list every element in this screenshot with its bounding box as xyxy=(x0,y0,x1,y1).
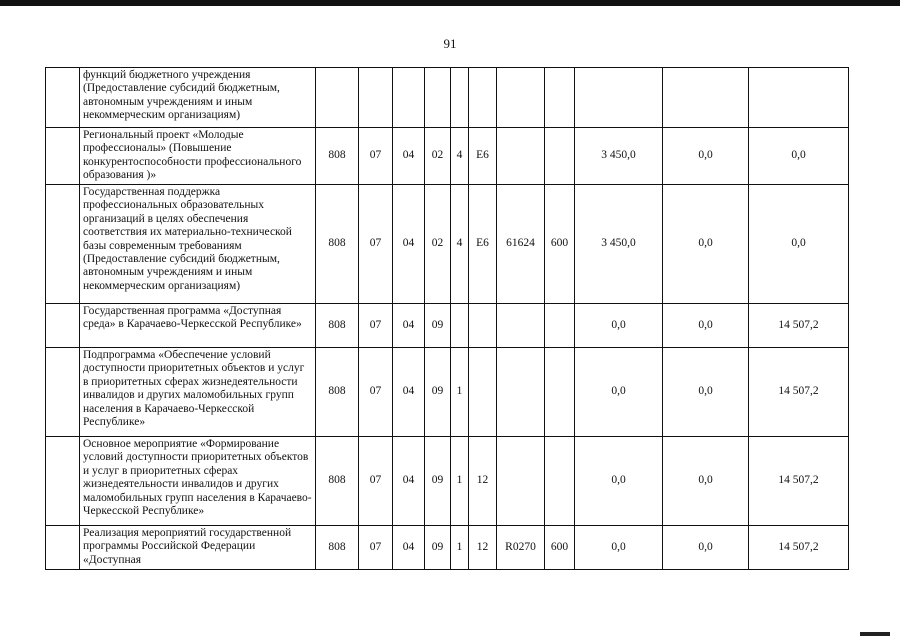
subsection-code-cell: 04 xyxy=(393,526,425,570)
row-number-cell xyxy=(46,526,80,570)
amount-year-1-cell: 0,0 xyxy=(575,304,663,348)
subsection-code-cell xyxy=(393,68,425,128)
amount-year-3-cell: 14 507,2 xyxy=(749,437,849,526)
description-cell: Реализация мероприятий государственной программы Российской Федерации «Доступная xyxy=(80,526,316,570)
section-code-cell: 07 xyxy=(359,185,393,304)
subsection-code-cell: 04 xyxy=(393,304,425,348)
subprogram-code-cell: 1 xyxy=(451,348,469,437)
subsection-code-cell: 04 xyxy=(393,128,425,185)
section-code-cell: 07 xyxy=(359,348,393,437)
subsection-code-cell: 04 xyxy=(393,185,425,304)
amount-year-3-cell: 14 507,2 xyxy=(749,304,849,348)
activity-code-cell xyxy=(469,68,497,128)
activity-code-cell: Е6 xyxy=(469,185,497,304)
section-code-cell xyxy=(359,68,393,128)
amount-year-3-cell: 0,0 xyxy=(749,128,849,185)
amount-year-3-cell: 14 507,2 xyxy=(749,526,849,570)
amount-year-1-cell: 3 450,0 xyxy=(575,185,663,304)
amount-year-1-cell: 0,0 xyxy=(575,437,663,526)
department-code-cell: 808 xyxy=(316,348,359,437)
table-row xyxy=(46,526,849,570)
page-top-border xyxy=(0,0,900,6)
subsection-code-cell: 04 xyxy=(393,348,425,437)
expense-type-cell xyxy=(545,128,575,185)
page-number: 91 xyxy=(443,36,457,51)
row-number-cell xyxy=(46,348,80,437)
amount-year-1-cell: 0,0 xyxy=(575,348,663,437)
expense-direction-cell xyxy=(497,437,545,526)
program-code-cell: 02 xyxy=(425,128,451,185)
row-number-cell xyxy=(46,128,80,185)
table-row xyxy=(46,68,849,128)
expense-direction-cell xyxy=(497,128,545,185)
amount-year-3-cell xyxy=(749,68,849,128)
amount-year-2-cell: 0,0 xyxy=(663,128,749,185)
subprogram-code-cell xyxy=(451,304,469,348)
amount-year-3-cell: 14 507,2 xyxy=(749,348,849,437)
expense-type-cell xyxy=(545,348,575,437)
department-code-cell: 808 xyxy=(316,526,359,570)
subprogram-code-cell: 4 xyxy=(451,128,469,185)
budget-table xyxy=(45,67,849,570)
program-code-cell xyxy=(425,68,451,128)
department-code-cell: 808 xyxy=(316,437,359,526)
section-code-cell: 07 xyxy=(359,304,393,348)
description-cell: Основное мероприятие «Формирование условий доступности приоритетных объектов и услуг в приоритетных сферах жизнедеятельности инвалидов и других маломобильных групп населения в Карачаево-Черкесской Республике» xyxy=(80,437,316,526)
subprogram-code-cell: 4 xyxy=(451,185,469,304)
amount-year-2-cell: 0,0 xyxy=(663,348,749,437)
scan-edge-mark xyxy=(860,632,890,636)
department-code-cell xyxy=(316,68,359,128)
subprogram-code-cell: 1 xyxy=(451,437,469,526)
program-code-cell: 09 xyxy=(425,437,451,526)
amount-year-2-cell xyxy=(663,68,749,128)
activity-code-cell xyxy=(469,304,497,348)
row-number-cell xyxy=(46,437,80,526)
program-code-cell: 09 xyxy=(425,348,451,437)
amount-year-2-cell: 0,0 xyxy=(663,304,749,348)
table-row xyxy=(46,128,849,185)
description-cell: Государственная программа «Доступная среда» в Карачаево-Черкесской Республике» xyxy=(80,304,316,348)
expense-type-cell xyxy=(545,304,575,348)
amount-year-1-cell xyxy=(575,68,663,128)
table-row xyxy=(46,437,849,526)
activity-code-cell: 12 xyxy=(469,526,497,570)
description-cell: Государственная поддержка профессиональных образовательных организаций в целях обеспечения соответствия их материально-технической базы современным требованиям (Предоставление субсидий бюджетным, автономным учреждениям и иным некоммерческим организациям) xyxy=(80,185,316,304)
expense-type-cell xyxy=(545,68,575,128)
subprogram-code-cell xyxy=(451,68,469,128)
department-code-cell: 808 xyxy=(316,185,359,304)
expense-direction-cell: 61624 xyxy=(497,185,545,304)
amount-year-2-cell: 0,0 xyxy=(663,437,749,526)
description-cell: функций бюджетного учреждения (Предоставление субсидий бюджетным, автономным учреждениям и иным некоммерческим организациям) xyxy=(80,68,316,128)
section-code-cell: 07 xyxy=(359,526,393,570)
activity-code-cell: 12 xyxy=(469,437,497,526)
amount-year-2-cell: 0,0 xyxy=(663,526,749,570)
department-code-cell: 808 xyxy=(316,128,359,185)
description-cell: Региональный проект «Молодые профессионалы» (Повышение конкурентоспособности профессионального образования )» xyxy=(80,128,316,185)
table-row xyxy=(46,185,849,304)
activity-code-cell: Е6 xyxy=(469,128,497,185)
expense-direction-cell xyxy=(497,68,545,128)
subprogram-code-cell: 1 xyxy=(451,526,469,570)
activity-code-cell xyxy=(469,348,497,437)
expense-type-cell: 600 xyxy=(545,526,575,570)
expense-direction-cell xyxy=(497,348,545,437)
department-code-cell: 808 xyxy=(316,304,359,348)
amount-year-1-cell: 0,0 xyxy=(575,526,663,570)
description-cell: Подпрограмма «Обеспечение условий доступности приоритетных объектов и услуг в приоритетных сферах жизнедеятельности инвалидов и других маломобильных групп населения в Карачаево-Черкесской Республике» xyxy=(80,348,316,437)
expense-direction-cell: R0270 xyxy=(497,526,545,570)
amount-year-3-cell: 0,0 xyxy=(749,185,849,304)
amount-year-2-cell: 0,0 xyxy=(663,185,749,304)
program-code-cell: 09 xyxy=(425,304,451,348)
table-row xyxy=(46,348,849,437)
subsection-code-cell: 04 xyxy=(393,437,425,526)
row-number-cell xyxy=(46,185,80,304)
amount-year-1-cell: 3 450,0 xyxy=(575,128,663,185)
section-code-cell: 07 xyxy=(359,128,393,185)
table-row xyxy=(46,304,849,348)
section-code-cell: 07 xyxy=(359,437,393,526)
row-number-cell xyxy=(46,304,80,348)
row-number-cell xyxy=(46,68,80,128)
expense-type-cell xyxy=(545,437,575,526)
program-code-cell: 09 xyxy=(425,526,451,570)
expense-direction-cell xyxy=(497,304,545,348)
expense-type-cell: 600 xyxy=(545,185,575,304)
program-code-cell: 02 xyxy=(425,185,451,304)
